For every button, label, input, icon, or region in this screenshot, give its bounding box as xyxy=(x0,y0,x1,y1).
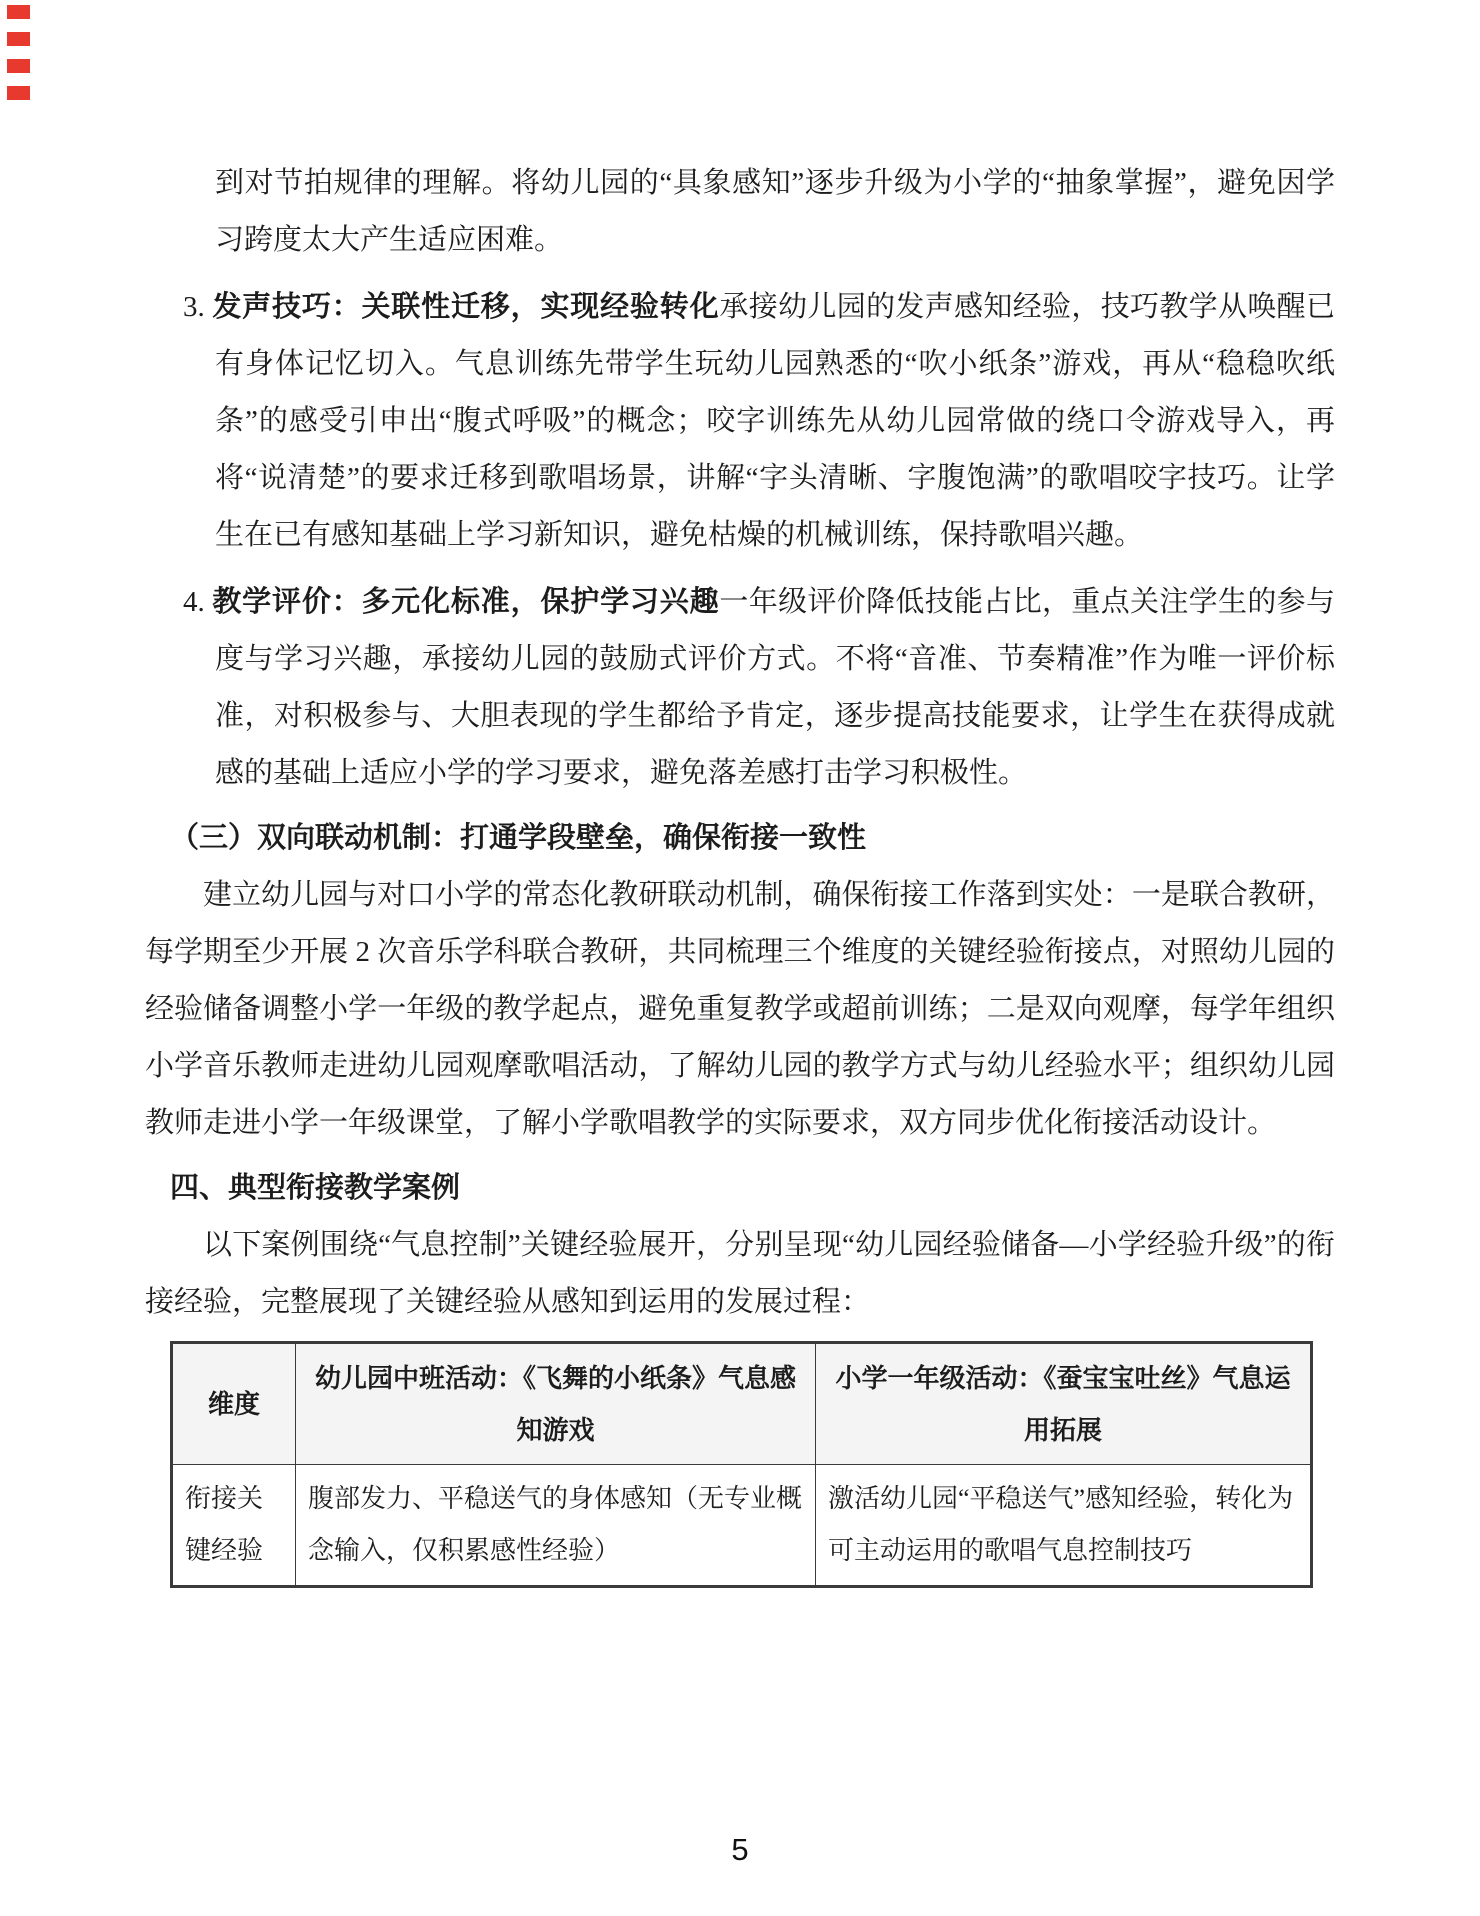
table-header-row xyxy=(172,1343,1312,1465)
red-dash-icon xyxy=(7,86,30,100)
red-edge-marks xyxy=(7,5,30,100)
list-item-3-lead: 发声技巧：关联性迁移，实现经验转化 xyxy=(212,291,720,323)
section-4-heading: 四、典型衔接教学案例 xyxy=(170,1172,461,1204)
list-item-3 xyxy=(145,279,1335,564)
section-3-paragraph: 建立幼儿园与对口小学的常态化教研联动机制，确保衔接工作落到实处：一是联合教研，每学期至少开展 2 次音乐学科联合教研，共同梳理三个维度的关键经验衔接点，对照幼儿园的经验储备调整小学一年级的教学起点，避免重复教学或超前训练；二是双向观摩，每学年组织小学音乐教师走进幼儿园观摩歌唱活动，了解幼儿园的教学方式与幼儿经验水平；组织幼儿园教师走进小学一年级课堂，了解小学歌唱教学的实际要求，双方同步优化衔接活动设计。 xyxy=(145,879,1335,1139)
list-item-4 xyxy=(145,574,1335,802)
list-item-4-lead: 教学评价：多元化标准，保护学习兴趣 xyxy=(212,586,720,618)
red-dash-icon xyxy=(7,32,30,46)
table-header-kindergarten: 幼儿园中班活动：《飞舞的小纸条》气息感知游戏 xyxy=(296,1343,816,1465)
table-cell-primary: 激活幼儿园“平稳送气”感知经验，转化为可主动运用的歌唱气息控制技巧 xyxy=(816,1465,1312,1587)
list-number: 3. xyxy=(183,291,205,323)
red-dash-icon xyxy=(7,5,30,19)
page-number: 5 xyxy=(731,1832,749,1867)
document-page xyxy=(145,155,1335,1588)
table-cell-kindergarten: 腹部发力、平稳送气的身体感知（无专业概念输入，仅积累感性经验） xyxy=(296,1465,816,1587)
table-header-primary: 小学一年级活动：《蚕宝宝吐丝》气息运用拓展 xyxy=(816,1343,1312,1465)
list-item-4-body: 一年级评价降低技能占比，重点关注学生的参与度与学习兴趣，承接幼儿园的鼓励式评价方式。不将“音准、节奏精准”作为唯一评价标准，对积极参与、大胆表现的学生都给予肯定，逐步提高技能要求，让学生在获得成就感的基础上适应小学的学习要求，避免落差感打击学习积极性。 xyxy=(215,586,1335,789)
red-dash-icon xyxy=(7,59,30,73)
continuation-paragraph: 到对节拍规律的理解。将幼儿园的“具象感知”逐步升级为小学的“抽象掌握”，避免因学习跨度太大产生适应困难。 xyxy=(215,167,1335,256)
list-item-3-body: 承接幼儿园的发声感知经验，技巧教学从唤醒已有身体记忆切入。气息训练先带学生玩幼儿园熟悉的“吹小纸条”游戏，再从“稳稳吹纸条”的感受引申出“腹式呼吸”的概念；咬字训练先从幼儿园常做的绕口令游戏导入，再将“说清楚”的要求迁移到歌唱场景，讲解“字头清晰、字腹饱满”的歌唱咬字技巧。让学生在已有感知基础上学习新知识，避免枯燥的机械训练，保持歌唱兴趣。 xyxy=(215,291,1335,551)
list-number: 4. xyxy=(183,586,205,618)
table-cell-dimension: 衔接关键经验 xyxy=(172,1465,296,1587)
section-4-paragraph: 以下案例围绕“气息控制”关键经验展开，分别呈现“幼儿园经验储备—小学经验升级”的衔接经验，完整展现了关键经验从感知到运用的发展过程： xyxy=(145,1229,1335,1318)
table-header-dimension: 维度 xyxy=(172,1343,296,1465)
table-row xyxy=(172,1465,1312,1587)
section-3-heading: （三）双向联动机制：打通学段壁垒，确保衔接一致性 xyxy=(170,822,867,854)
case-comparison-table xyxy=(170,1341,1313,1588)
